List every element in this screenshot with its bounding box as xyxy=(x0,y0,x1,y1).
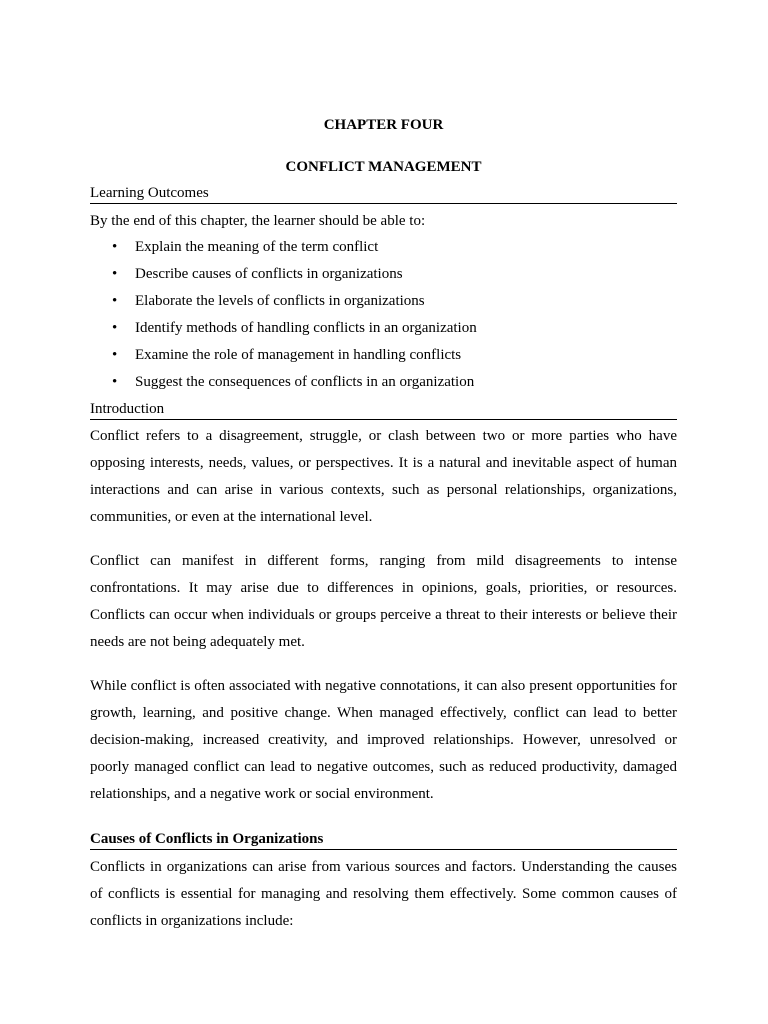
list-item: • Explain the meaning of the term conflict xyxy=(112,239,379,255)
learning-outcomes-intro: By the end of this chapter, the learner should be able to: xyxy=(90,213,426,229)
introduction-paragraph-2: Conflict can manifest in different forms, ranging from mild disagreements to intense confrontations. It may arise due to differences in opinions, goals, priorities, or resources. Conflicts can occur when individuals or groups perceive a threat to their interests or believe their needs are not being adequately met. xyxy=(90,553,677,650)
introduction-paragraph-1: Conflict refers to a disagreement, struggle, or clash between two or more parties who have opposing interests, needs, values, or perspectives. It is a natural and inevitable aspect of human interactions and can arise in various contexts, such as personal relationships, organizations, communities, or even at the international level. xyxy=(90,428,677,525)
learning-outcomes-heading: Learning Outcomes xyxy=(90,184,677,204)
causes-paragraph: Conflicts in organizations can arise from various sources and factors. Understanding the causes of conflicts is essential for managing and resolving them effectively. Some common causes of conflicts in organizations include: xyxy=(90,859,677,929)
introduction-heading: Introduction xyxy=(90,400,677,420)
causes-heading: Causes of Conflicts in Organizations xyxy=(90,830,677,850)
bullet-icon: • xyxy=(112,347,118,363)
bullet-icon: • xyxy=(112,320,118,336)
introduction-paragraph-3: While conflict is often associated with negative connotations, it can also present opportunities for growth, learning, and positive change. When managed effectively, conflict can lead to better decision-making, increased creativity, and improved relationships. However, unresolved or poorly managed conflict can lead to negative outcomes, such as reduced productivity, damaged relationships, and a negative work or social environment. xyxy=(90,678,677,802)
learning-outcomes-list xyxy=(90,238,477,400)
list-item: • Examine the role of management in handling conflicts xyxy=(112,347,462,363)
bullet-icon: • xyxy=(112,239,118,255)
list-item: • Elaborate the levels of conflicts in organizations xyxy=(112,293,425,309)
list-item: • Suggest the consequences of conflicts in an organization xyxy=(112,374,475,390)
bullet-icon: • xyxy=(112,374,118,390)
bullet-icon: • xyxy=(112,293,118,309)
list-item: • Identify methods of handling conflicts in an organization xyxy=(112,320,477,336)
list-item: • Describe causes of conflicts in organizations xyxy=(112,266,403,282)
bullet-icon: • xyxy=(112,266,118,282)
chapter-label: CHAPTER FOUR xyxy=(323,117,444,133)
chapter-title: CONFLICT MANAGEMENT xyxy=(285,159,482,175)
